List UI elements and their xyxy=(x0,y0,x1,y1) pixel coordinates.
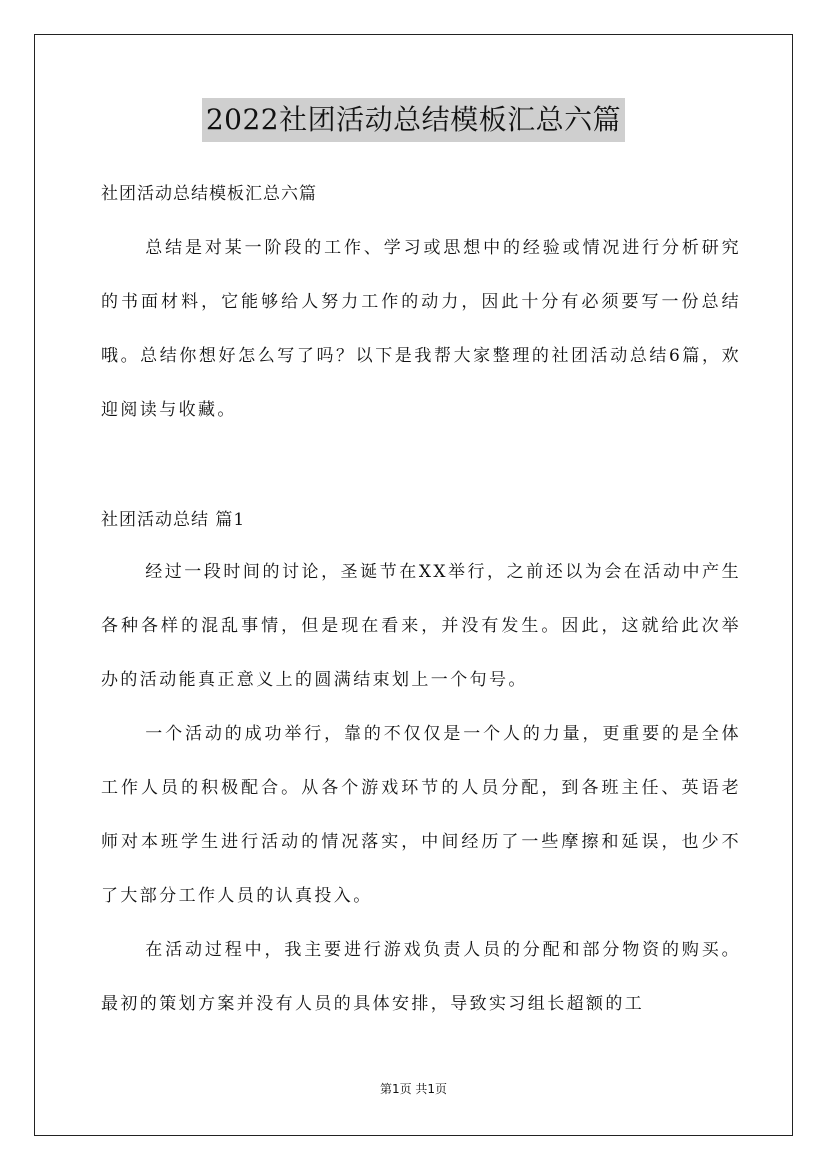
document-subtitle: 社团活动总结模板汇总六篇 xyxy=(101,184,317,204)
title-container xyxy=(0,98,827,142)
document-title: 2022社团活动总结模板汇总六篇 xyxy=(202,98,625,142)
page-footer: 第1页 共1页 xyxy=(379,1082,448,1096)
body-paragraph-3: 在活动过程中，我主要进行游戏负责人员的分配和部分物资的购买。最初的策划方案并没有人员的具体安排，导致实习组长超额的工 xyxy=(101,940,741,1014)
body-paragraph-2: 一个活动的成功举行，靠的不仅仅是一个人的力量，更重要的是全体工作人员的积极配合。从各个游戏环节的人员分配，到各班主任、英语老师对本班学生进行活动的情况落实，中间经历了一些摩擦和延误，也少不了大部分工作人员的认真投入。 xyxy=(101,724,741,906)
intro-paragraph: 总结是对某一阶段的工作、学习或思想中的经验或情况进行分析研究的书面材料，它能够给人努力工作的动力，因此十分有必须要写一份总结哦。总结你想好怎么写了吗？以下是我帮大家整理的社团活动总结6篇，欢迎阅读与收藏。 xyxy=(101,238,741,420)
body-paragraph-1: 经过一段时间的讨论，圣诞节在XX举行，之前还以为会在活动中产生各种各样的混乱事情，但是现在看来，并没有发生。因此，这就给此次举办的活动能真正意义上的圆满结束划上一个句号。 xyxy=(101,562,741,690)
section-heading: 社团活动总结 篇1 xyxy=(101,510,246,530)
